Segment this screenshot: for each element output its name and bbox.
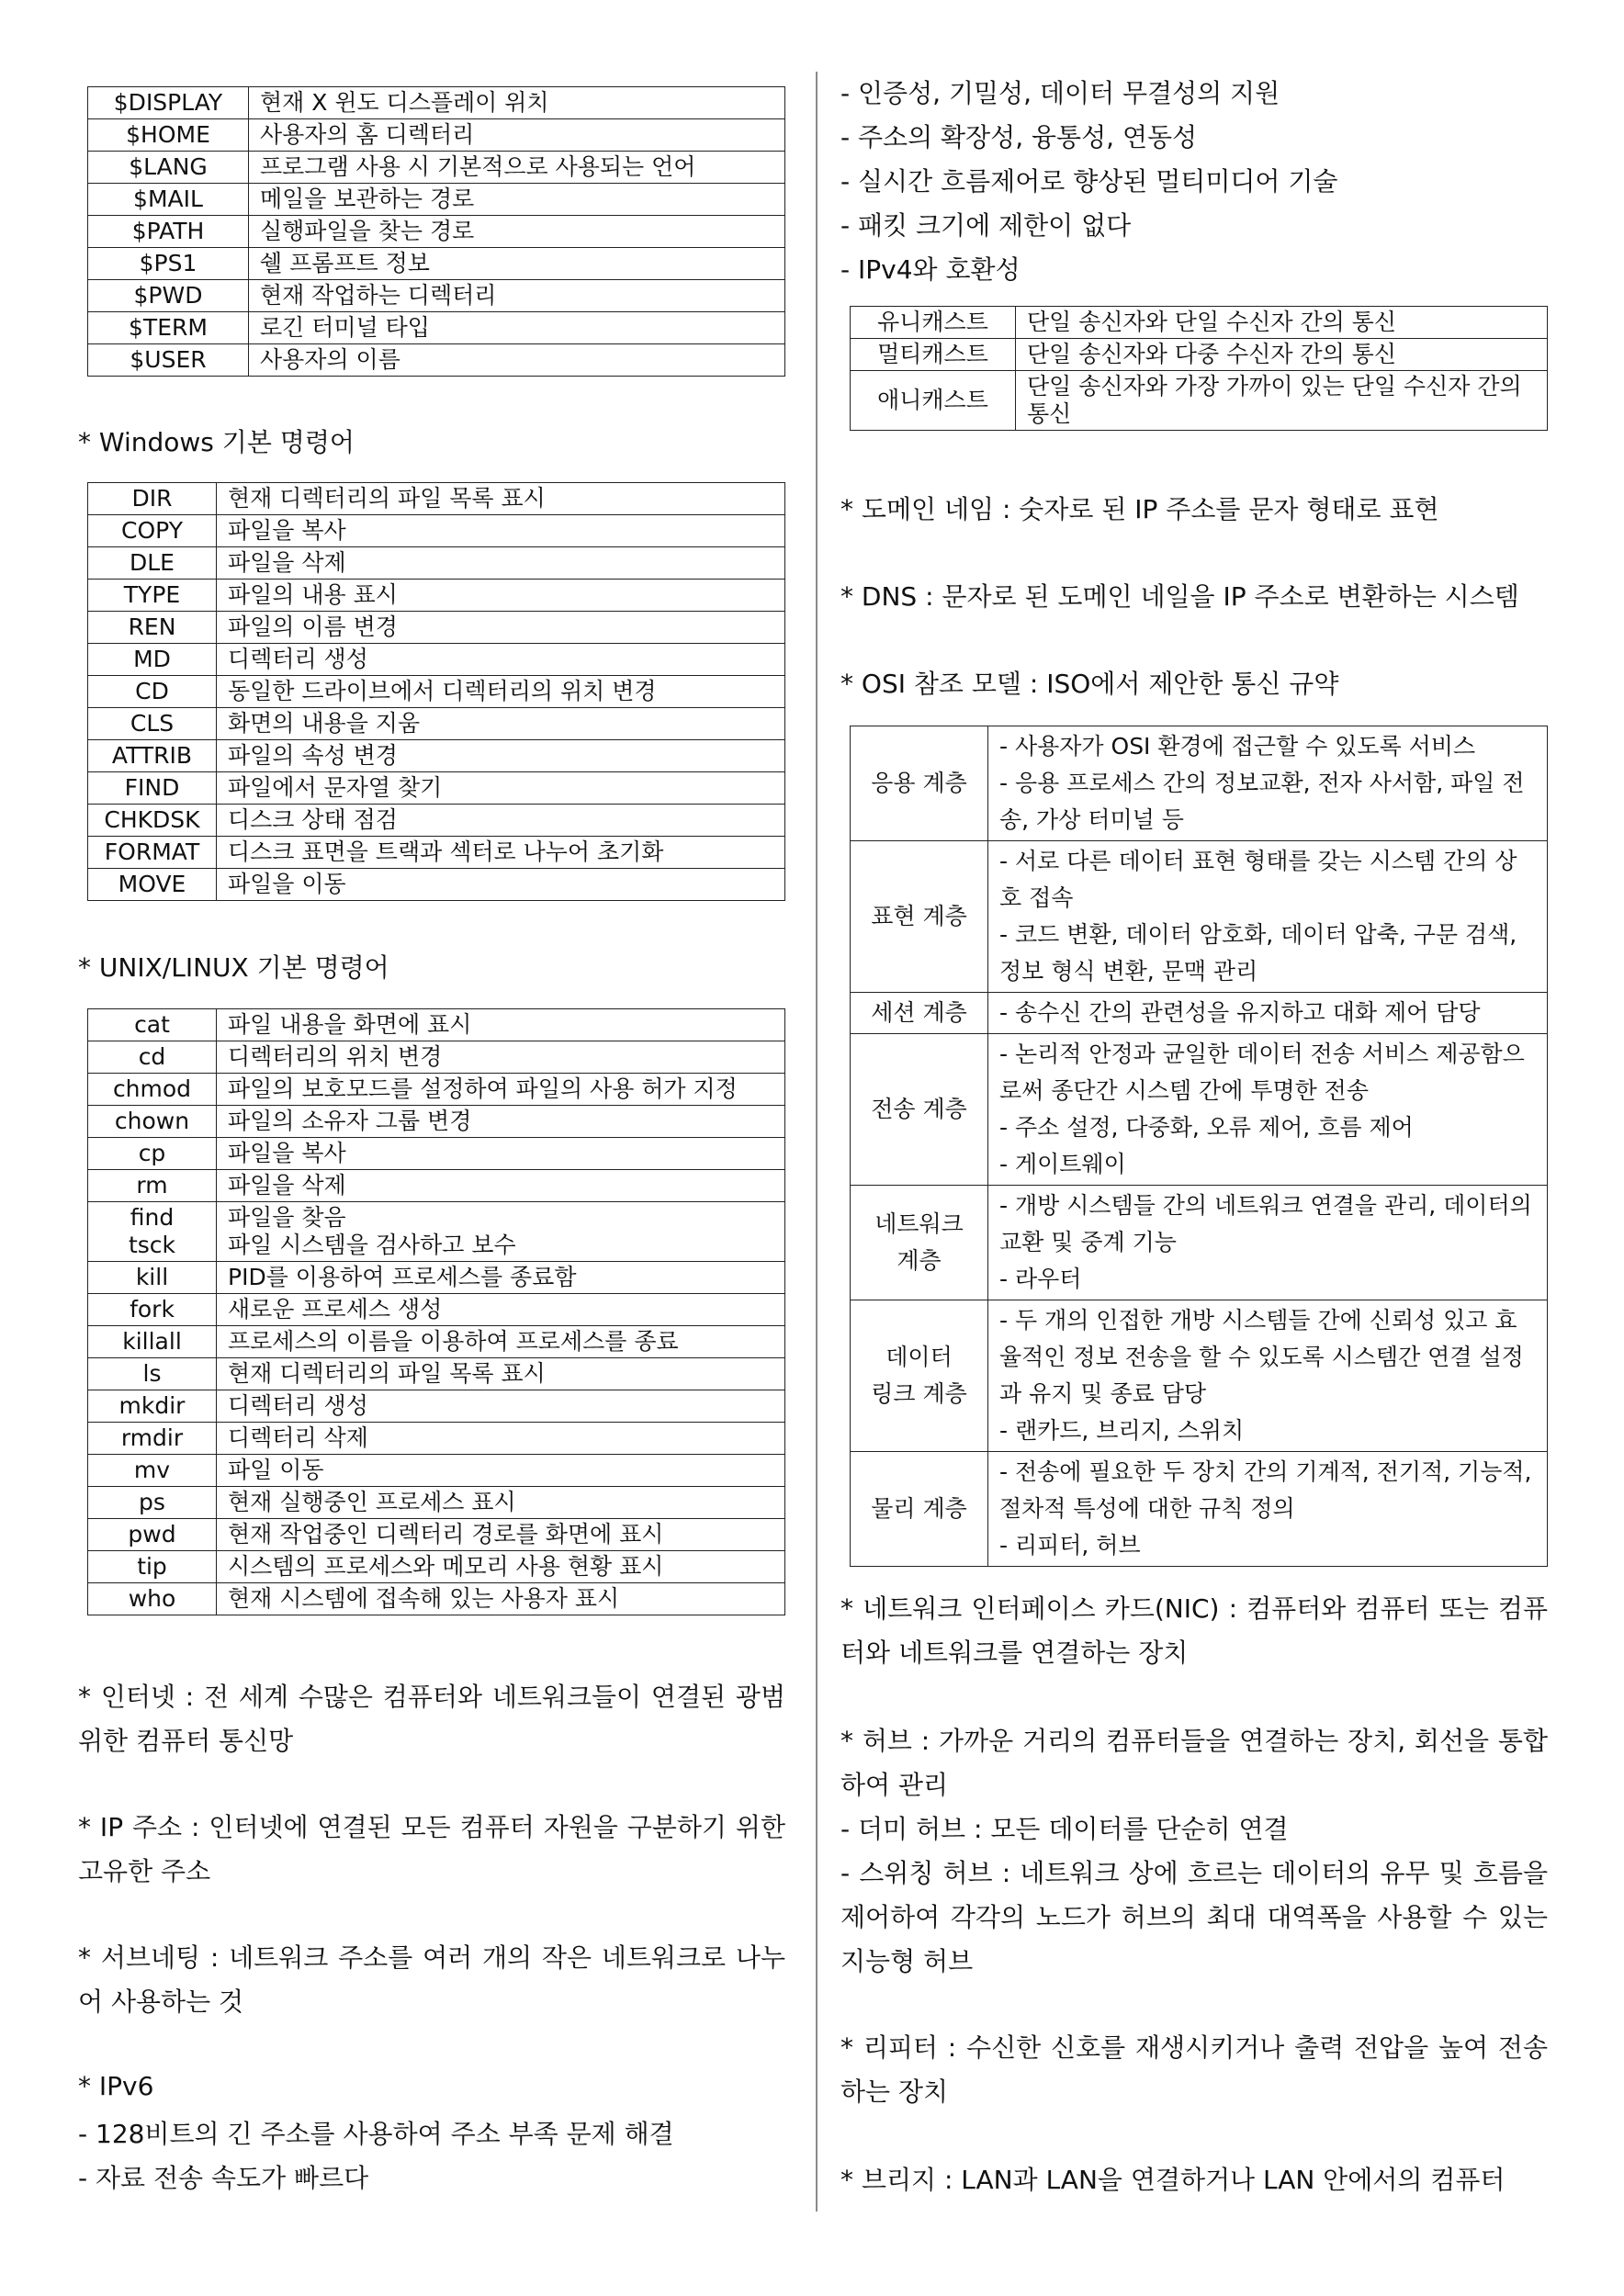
table-desc-cell: 쉘 프롬프트 정보 [249,248,785,280]
table-desc-cell: 파일 이동 [217,1455,785,1487]
table-row [88,1009,785,1041]
table-row [88,644,785,676]
unix-heading: * UNIX/LINUX 기본 명령어 [78,952,389,983]
table-desc-cell: 새로운 프로세스 생성 [217,1294,785,1326]
table-desc-cell: 현재 실행중인 프로세스 표시 [217,1487,785,1519]
table-row [851,841,1548,993]
table-key-cell: pwd [88,1519,217,1551]
table-desc-cell: - 논리적 안정과 균일한 데이터 전송 서비스 제공함으로써 종단간 시스템 간에 투명한 전송 - 주소 설정, 다중화, 오류 제어, 흐름 제어 - 게이트웨이 [988,1034,1548,1186]
ipv6-item: - 주소의 확장성, 융통성, 연동성 [840,122,1198,152]
unix-cmd-table [87,1008,785,1615]
table-row [88,1583,785,1615]
table-row [88,837,785,869]
table-row [88,612,785,644]
table-key-cell: $TERM [88,312,249,344]
table-desc-cell: 파일의 속성 변경 [217,740,785,772]
table-desc-cell: 현재 X 윈도 디스플레이 위치 [249,87,785,119]
table-row [88,216,785,248]
table-desc-cell: 사용자의 홈 디렉터리 [249,119,785,152]
table-key-cell: CD [88,676,217,708]
windows-cmd-table [87,482,785,901]
table-row [88,869,785,901]
table-key-cell: tip [88,1551,217,1583]
table-key-cell: 세션 계층 [851,993,988,1034]
table-row [88,184,785,216]
table-row [851,307,1548,339]
table-key-cell: 네트워크 계층 [851,1186,988,1300]
table-row [88,708,785,740]
table-row [88,280,785,312]
ipv6-item: - 128비트의 긴 주소를 사용하여 주소 부족 문제 해결 [78,2119,674,2149]
hub-definition: * 허브 : 가까운 거리의 컴퓨터들을 연결하는 장치, 회선을 통합하여 관리 [840,1726,1548,1800]
ipv6-item: - 자료 전송 속도가 빠르다 [78,2163,369,2193]
table-desc-cell: 디렉터리 생성 [217,644,785,676]
bridge-definition: * 브리지 : LAN과 LAN을 연결하거나 LAN 안에서의 컴퓨터 [840,2165,1506,2195]
table-key-cell: 물리 계층 [851,1452,988,1567]
table-key-cell: killall [88,1326,217,1358]
table-key-cell: who [88,1583,217,1615]
table-desc-cell: 파일의 내용 표시 [217,580,785,612]
repeater-definition: * 리피터 : 수신한 신호를 재생시키거나 출력 전압을 높여 전송하는 장치 [840,2032,1548,2107]
table-row [88,1390,785,1423]
table-key-cell: mv [88,1455,217,1487]
osi-heading: * OSI 참조 모델 : ISO에서 제안한 통신 규약 [840,669,1339,699]
table-row [88,483,785,515]
table-row [88,547,785,580]
table-row [88,1170,785,1202]
table-desc-cell: 현재 작업중인 디렉터리 경로를 화면에 표시 [217,1519,785,1551]
table-desc-cell: 사용자의 이름 [249,344,785,377]
table-desc-cell: 파일을 삭제 [217,1170,785,1202]
ipv6-item: - 패킷 크기에 제한이 없다 [840,210,1132,241]
table-desc-cell: 파일의 이름 변경 [217,612,785,644]
subnetting-definition: * 서브네팅 : 네트워크 주소를 여러 개의 작은 네트워크로 나누어 사용하는 것 [78,1942,785,2017]
internet-definition: * 인터넷 : 전 세계 수많은 컴퓨터와 네트워크들이 연결된 광범위한 컴퓨터 통신망 [78,1682,785,1756]
table-row [88,1487,785,1519]
table-row [88,676,785,708]
table-key-cell: cd [88,1041,217,1074]
table-row [88,1358,785,1390]
table-row [88,344,785,377]
table-key-cell: $USER [88,344,249,377]
table-row [88,87,785,119]
table-key-cell: 멀티캐스트 [851,339,1016,371]
table-key-cell: fork [88,1294,217,1326]
table-key-cell: DLE [88,547,217,580]
table-row [88,152,785,184]
table-key-cell: ps [88,1487,217,1519]
table-row [88,1423,785,1455]
table-key-cell: kill [88,1262,217,1294]
table-key-cell: mkdir [88,1390,217,1423]
table-desc-cell: 단일 송신자와 다중 수신자 간의 통신 [1016,339,1548,371]
table-desc-cell: 현재 디렉터리의 파일 목록 표시 [217,1358,785,1390]
table-row [88,1202,785,1262]
dummy-hub-definition: - 더미 허브 : 모든 데이터를 단순히 연결 [840,1814,1289,1844]
table-desc-cell: 실행파일을 찾는 경로 [249,216,785,248]
table-row [88,1519,785,1551]
table-row [88,312,785,344]
table-row [88,1074,785,1106]
table-key-cell: cat [88,1009,217,1041]
table-key-cell: $MAIL [88,184,249,216]
table-key-cell: chown [88,1106,217,1138]
table-row [851,1186,1548,1300]
table-key-cell: CLS [88,708,217,740]
osi-layer-table [850,726,1548,1567]
table-key-cell: 데이터 링크 계층 [851,1300,988,1452]
table-key-cell: CHKDSK [88,805,217,837]
table-row [88,119,785,152]
nic-definition: * 네트워크 인터페이스 카드(NIC) : 컴퓨터와 컴퓨터 또는 컴퓨터와 네트워크를 연결하는 장치 [840,1593,1548,1668]
table-desc-cell: 디스크 표면을 트랙과 섹터로 나누어 초기화 [217,837,785,869]
table-row [88,1326,785,1358]
ipv6-items-right [840,72,1337,292]
table-row [88,1106,785,1138]
domain-name-definition: * 도메인 네임 : 숫자로 된 IP 주소를 문자 형태로 표현 [840,494,1439,524]
table-desc-cell: 로긴 터미널 타입 [249,312,785,344]
table-desc-cell: 현재 시스템에 접속해 있는 사용자 표시 [217,1583,785,1615]
table-row [88,1262,785,1294]
table-row [88,515,785,547]
table-key-cell: find tsck [88,1202,217,1262]
table-key-cell: MOVE [88,869,217,901]
table-key-cell: 응용 계층 [851,726,988,841]
ipv6-item: - 실시간 흐름제어로 향상된 멀티미디어 기술 [840,166,1338,197]
table-key-cell: TYPE [88,580,217,612]
table-desc-cell: 프로그램 사용 시 기본적으로 사용되는 언어 [249,152,785,184]
table-key-cell: 전송 계층 [851,1034,988,1186]
table-key-cell: chmod [88,1074,217,1106]
table-row [88,1041,785,1074]
table-desc-cell: 현재 작업하는 디렉터리 [249,280,785,312]
table-row [88,1551,785,1583]
ipv6-item: - 인증성, 기밀성, 데이터 무결성의 지원 [840,78,1280,108]
table-desc-cell: 디스크 상태 점검 [217,805,785,837]
table-key-cell: cp [88,1138,217,1170]
windows-heading: * Windows 기본 명령어 [78,427,355,457]
table-row [88,248,785,280]
table-key-cell: $PS1 [88,248,249,280]
table-desc-cell: 시스템의 프로세스와 메모리 사용 현황 표시 [217,1551,785,1583]
table-desc-cell: 파일을 삭제 [217,547,785,580]
table-desc-cell: 디렉터리 생성 [217,1390,785,1423]
table-row [88,772,785,805]
table-desc-cell: 메일을 보관하는 경로 [249,184,785,216]
ip-address-definition: * IP 주소 : 인터넷에 연결된 모든 컴퓨터 자원을 구분하기 위한 고유한 주소 [78,1812,785,1886]
ipv6-items-left [78,2112,674,2200]
table-row [851,993,1548,1034]
table-row [88,805,785,837]
table-desc-cell: - 두 개의 인접한 개방 시스템들 간에 신뢰성 있고 효율적인 정보 전송을 할 수 있도록 시스템간 연결 설정과 유지 및 종료 담당 - 랜카드, 브리지, 스위치 [988,1300,1548,1452]
table-desc-cell: 파일을 이동 [217,869,785,901]
table-row [851,1034,1548,1186]
switching-hub-definition: - 스위칭 허브 : 네트워크 상에 흐르는 데이터의 유무 및 흐름을 제어하여 각각의 노드가 허브의 최대 대역폭을 사용할 수 있는 지능형 허브 [840,1858,1548,1976]
table-key-cell: REN [88,612,217,644]
table-desc-cell: - 사용자가 OSI 환경에 접근할 수 있도록 서비스 - 응용 프로세스 간의 정보교환, 전자 사서함, 파일 전송, 가상 터미널 등 [988,726,1548,841]
table-desc-cell: 동일한 드라이브에서 디렉터리의 위치 변경 [217,676,785,708]
table-key-cell: COPY [88,515,217,547]
table-row [851,371,1548,431]
table-row [88,1455,785,1487]
table-key-cell: $HOME [88,119,249,152]
cast-type-table [850,306,1548,431]
table-key-cell: FORMAT [88,837,217,869]
table-key-cell: rm [88,1170,217,1202]
table-row [88,1138,785,1170]
table-key-cell: $PATH [88,216,249,248]
table-row [88,1294,785,1326]
table-row [88,740,785,772]
table-row [88,580,785,612]
table-key-cell: FIND [88,772,217,805]
table-desc-cell: 파일을 복사 [217,1138,785,1170]
table-key-cell: MD [88,644,217,676]
table-key-cell: DIR [88,483,217,515]
table-desc-cell: - 개방 시스템들 간의 네트워크 연결을 관리, 데이터의 교환 및 중계 기능 - 라우터 [988,1186,1548,1300]
table-key-cell: $DISPLAY [88,87,249,119]
table-desc-cell: 파일에서 문자열 찾기 [217,772,785,805]
table-desc-cell: 디렉터리 삭제 [217,1423,785,1455]
table-desc-cell: 화면의 내용을 지움 [217,708,785,740]
table-desc-cell: 파일의 소유자 그룹 변경 [217,1106,785,1138]
table-row [851,1452,1548,1567]
column-divider [816,72,818,2212]
table-key-cell: rmdir [88,1423,217,1455]
table-key-cell: 애니캐스트 [851,371,1016,431]
ipv6-title: * IPv6 [78,2071,154,2101]
env-var-table [87,86,785,377]
table-desc-cell: - 송수신 간의 관련성을 유지하고 대화 제어 담당 [988,993,1548,1034]
table-desc-cell: 파일을 복사 [217,515,785,547]
table-desc-cell: 디렉터리의 위치 변경 [217,1041,785,1074]
table-desc-cell: 프로세스의 이름을 이용하여 프로세스를 종료 [217,1326,785,1358]
table-key-cell: ls [88,1358,217,1390]
table-row [851,1300,1548,1452]
dns-definition: * DNS : 문자로 된 도메인 네일을 IP 주소로 변환하는 시스템 [840,581,1519,612]
table-desc-cell: 파일의 보호모드를 설정하여 파일의 사용 허가 지정 [217,1074,785,1106]
table-desc-cell: 현재 디렉터리의 파일 목록 표시 [217,483,785,515]
table-desc-cell: 파일 내용을 화면에 표시 [217,1009,785,1041]
table-row [851,726,1548,841]
ipv6-item: - IPv4와 호환성 [840,254,1021,285]
table-desc-cell: 단일 송신자와 단일 수신자 간의 통신 [1016,307,1548,339]
table-key-cell: $PWD [88,280,249,312]
table-desc-cell: - 서로 다른 데이터 표현 형태를 갖는 시스템 간의 상호 접속 - 코드 변환, 데이터 암호화, 데이터 압축, 구문 검색, 정보 형식 변환, 문맥 관리 [988,841,1548,993]
table-key-cell: ATTRIB [88,740,217,772]
table-key-cell: 유니캐스트 [851,307,1016,339]
table-desc-cell: 파일을 찾음 파일 시스템을 검사하고 보수 [217,1202,785,1262]
table-desc-cell: - 전송에 필요한 두 장치 간의 기계적, 전기적, 기능적, 절차적 특성에 대한 규칙 정의 - 리피터, 허브 [988,1452,1548,1567]
table-desc-cell: PID를 이용하여 프로세스를 종료함 [217,1262,785,1294]
table-key-cell: 표현 계층 [851,841,988,993]
table-desc-cell: 단일 송신자와 가장 가까이 있는 단일 수신자 간의 통신 [1016,371,1548,431]
table-row [851,339,1548,371]
table-key-cell: $LANG [88,152,249,184]
